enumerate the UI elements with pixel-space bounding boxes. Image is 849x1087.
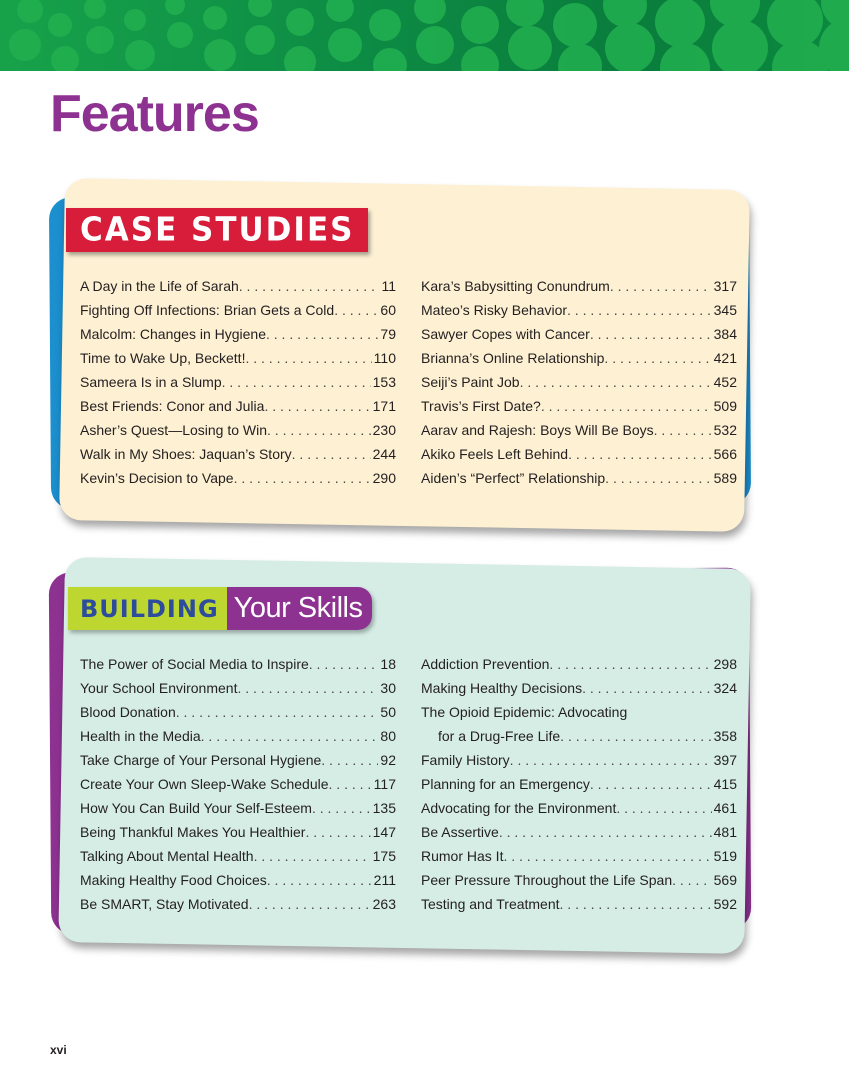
page-number: 421	[713, 350, 737, 366]
case-studies-right-column	[421, 274, 737, 490]
dot-leader	[605, 466, 711, 490]
page-number: 211	[373, 872, 396, 888]
toc-entry[interactable]: Addiction Prevention . . . 298	[421, 652, 737, 676]
page-number: 11	[381, 278, 396, 294]
dot-leader	[654, 418, 712, 442]
toc-entry[interactable]: Seiji’s Paint Job . . . 452	[421, 370, 737, 394]
page-number: 532	[713, 422, 737, 438]
dot-leader	[176, 700, 379, 724]
dot-leader	[541, 394, 712, 418]
page-number: 92	[380, 752, 396, 768]
dot-leader	[239, 274, 380, 298]
dot-leader	[610, 274, 712, 298]
dot-leader	[549, 652, 711, 676]
building-skills-heading	[68, 587, 372, 630]
dot-leader	[582, 676, 712, 700]
dot-leader	[249, 892, 371, 916]
page-number: 384	[713, 326, 737, 342]
page-number: 135	[372, 800, 396, 816]
dot-leader	[305, 820, 370, 844]
dot-leader	[267, 868, 372, 892]
toc-entry[interactable]: Advocating for the Environment . . . 461	[421, 796, 737, 820]
building-skills-right-column	[421, 652, 737, 916]
dot-leader	[222, 370, 371, 394]
page-number: 317	[713, 278, 737, 294]
toc-entry[interactable]: Rumor Has It . . . 519	[421, 844, 737, 868]
toc-entry[interactable]: Making Healthy Food Choices . . . 211	[80, 868, 396, 892]
toc-entry[interactable]: Kara’s Babysitting Conundrum . . . 317	[421, 274, 737, 298]
toc-entry[interactable]: Best Friends: Conor and Julia . . . 171	[80, 394, 396, 418]
dot-leader	[309, 652, 379, 676]
dot-leader	[329, 772, 372, 796]
dot-leader	[560, 724, 711, 748]
page-number: 117	[373, 776, 396, 792]
page-number: 230	[372, 422, 396, 438]
page-number: 592	[713, 896, 737, 912]
toc-entry[interactable]: The Power of Social Media to Inspire . . . 18	[80, 652, 396, 676]
page-number: 171	[372, 398, 396, 414]
toc-entry[interactable]: Aiden’s “Perfect” Relationship . . . 589	[421, 466, 737, 490]
page-number: 358	[713, 728, 737, 744]
toc-entry[interactable]: Sawyer Copes with Cancer . . . 384	[421, 322, 737, 346]
page-number: 324	[713, 680, 737, 696]
toc-entry[interactable]: Asher’s Quest—Losing to Win . . . 230	[80, 418, 396, 442]
toc-entry[interactable]: Your School Environment . . . 30	[80, 676, 396, 700]
dot-leader	[292, 442, 371, 466]
page-folio: xvi	[50, 1043, 67, 1057]
page-number: 30	[380, 680, 396, 696]
dot-leader	[672, 868, 712, 892]
your-skills-label-box: Your Skills	[227, 587, 373, 630]
dot-leader	[334, 298, 378, 322]
page-number: 50	[380, 704, 396, 720]
dot-leader	[245, 346, 371, 370]
toc-entry[interactable]: Akiko Feels Left Behind . . . 566	[421, 442, 737, 466]
page-number: 18	[380, 656, 396, 672]
toc-entry[interactable]: Sameera Is in a Slump . . . 153	[80, 370, 396, 394]
dot-leader	[520, 370, 712, 394]
toc-entry[interactable]: How You Can Build Your Self-Esteem . . . 135	[80, 796, 396, 820]
case-studies-left-column	[80, 274, 396, 490]
page-number: 519	[713, 848, 737, 864]
toc-entry[interactable]: Family History . . . 397	[421, 748, 737, 772]
page-number: 80	[380, 728, 396, 744]
dot-leader	[234, 466, 371, 490]
toc-entry[interactable]: Malcolm: Changes in Hygiene . . . 79	[80, 322, 396, 346]
dots-pattern-icon	[0, 0, 849, 71]
toc-entry[interactable]: Health in the Media . . . 80	[80, 724, 396, 748]
toc-entry[interactable]: Time to Wake Up, Beckett! . . . 110	[80, 346, 396, 370]
toc-entry[interactable]: A Day in the Life of Sarah . . . 11	[80, 274, 396, 298]
dot-leader	[567, 298, 712, 322]
toc-entry[interactable]: Be SMART, Stay Motivated . . . 263	[80, 892, 396, 916]
page-number: 566	[713, 446, 737, 462]
dot-leader	[321, 748, 378, 772]
dot-leader	[201, 724, 379, 748]
toc-entry[interactable]: Fighting Off Infections: Brian Gets a Cold . . . 60	[80, 298, 396, 322]
toc-entry[interactable]: Peer Pressure Throughout the Life Span . . . 569	[421, 868, 737, 892]
page-number: 263	[372, 896, 396, 912]
toc-entry[interactable]: Be Assertive . . . 481	[421, 820, 737, 844]
page-number: 569	[713, 872, 737, 888]
page-number: 147	[372, 824, 396, 840]
page-number: 290	[372, 470, 396, 486]
toc-entry[interactable]: Kevin’s Decision to Vape . . . 290	[80, 466, 396, 490]
toc-entry[interactable]: Walk in My Shoes: Jaquan’s Story . . . 244	[80, 442, 396, 466]
dot-leader	[264, 394, 370, 418]
toc-entry[interactable]: Making Healthy Decisions . . . 324	[421, 676, 737, 700]
dot-leader	[560, 892, 712, 916]
building-label-box: BUILDING	[68, 587, 227, 630]
toc-entry[interactable]: Create Your Own Sleep-Wake Schedule . . . 117	[80, 772, 396, 796]
page-number: 345	[713, 302, 737, 318]
page-number: 110	[373, 350, 396, 366]
page-title: Features	[50, 85, 259, 143]
page-number: 589	[713, 470, 737, 486]
dot-leader	[604, 346, 711, 370]
building-skills-left-column	[80, 652, 396, 916]
page-number: 153	[372, 374, 396, 390]
page-number: 60	[380, 302, 396, 318]
toc-entry[interactable]: Blood Donation . . . 50	[80, 700, 396, 724]
page-number: 509	[713, 398, 737, 414]
decorative-banner	[0, 0, 849, 71]
page-number: 415	[713, 776, 737, 792]
toc-entry[interactable]: Brianna’s Online Relationship . . . 421	[421, 346, 737, 370]
toc-entry[interactable]: Travis’s First Date? . . . 509	[421, 394, 737, 418]
dot-leader	[503, 844, 711, 868]
dot-leader	[510, 748, 712, 772]
dot-leader	[568, 442, 712, 466]
dot-leader	[590, 322, 712, 346]
case-studies-heading	[66, 208, 368, 252]
toc-entry[interactable]: Take Charge of Your Personal Hygiene . . . 92	[80, 748, 396, 772]
dot-leader	[616, 796, 711, 820]
toc-entry[interactable]: Planning for an Emergency . . . 415	[421, 772, 737, 796]
case-studies-heading-text: CASE STUDIES	[80, 211, 355, 249]
toc-entry[interactable]: Mateo’s Risky Behavior . . . 345	[421, 298, 737, 322]
toc-entry[interactable]: Talking About Mental Health . . . 175	[80, 844, 396, 868]
page-number: 461	[713, 800, 737, 816]
page-number: 79	[380, 326, 396, 342]
page-number: 397	[713, 752, 737, 768]
dot-leader	[312, 796, 371, 820]
page-number: 175	[372, 848, 396, 864]
dot-leader	[267, 418, 371, 442]
page-number: 452	[713, 374, 737, 390]
toc-entry[interactable]: Being Thankful Makes You Healthier . . . 147	[80, 820, 396, 844]
toc-entry[interactable]: Testing and Treatment . . . 592	[421, 892, 737, 916]
toc-entry-multiline[interactable]: The Opioid Epidemic: Advocating for a Drug-Free Life . . . 358	[421, 700, 737, 748]
toc-entry[interactable]: Aarav and Rajesh: Boys Will Be Boys . . . 532	[421, 418, 737, 442]
page-number: 481	[713, 824, 737, 840]
dot-leader	[499, 820, 712, 844]
dot-leader	[254, 844, 371, 868]
page-number: 298	[713, 656, 737, 672]
dot-leader	[266, 322, 378, 346]
dot-leader	[590, 772, 712, 796]
page-number: 244	[372, 446, 396, 462]
dot-leader	[237, 676, 378, 700]
